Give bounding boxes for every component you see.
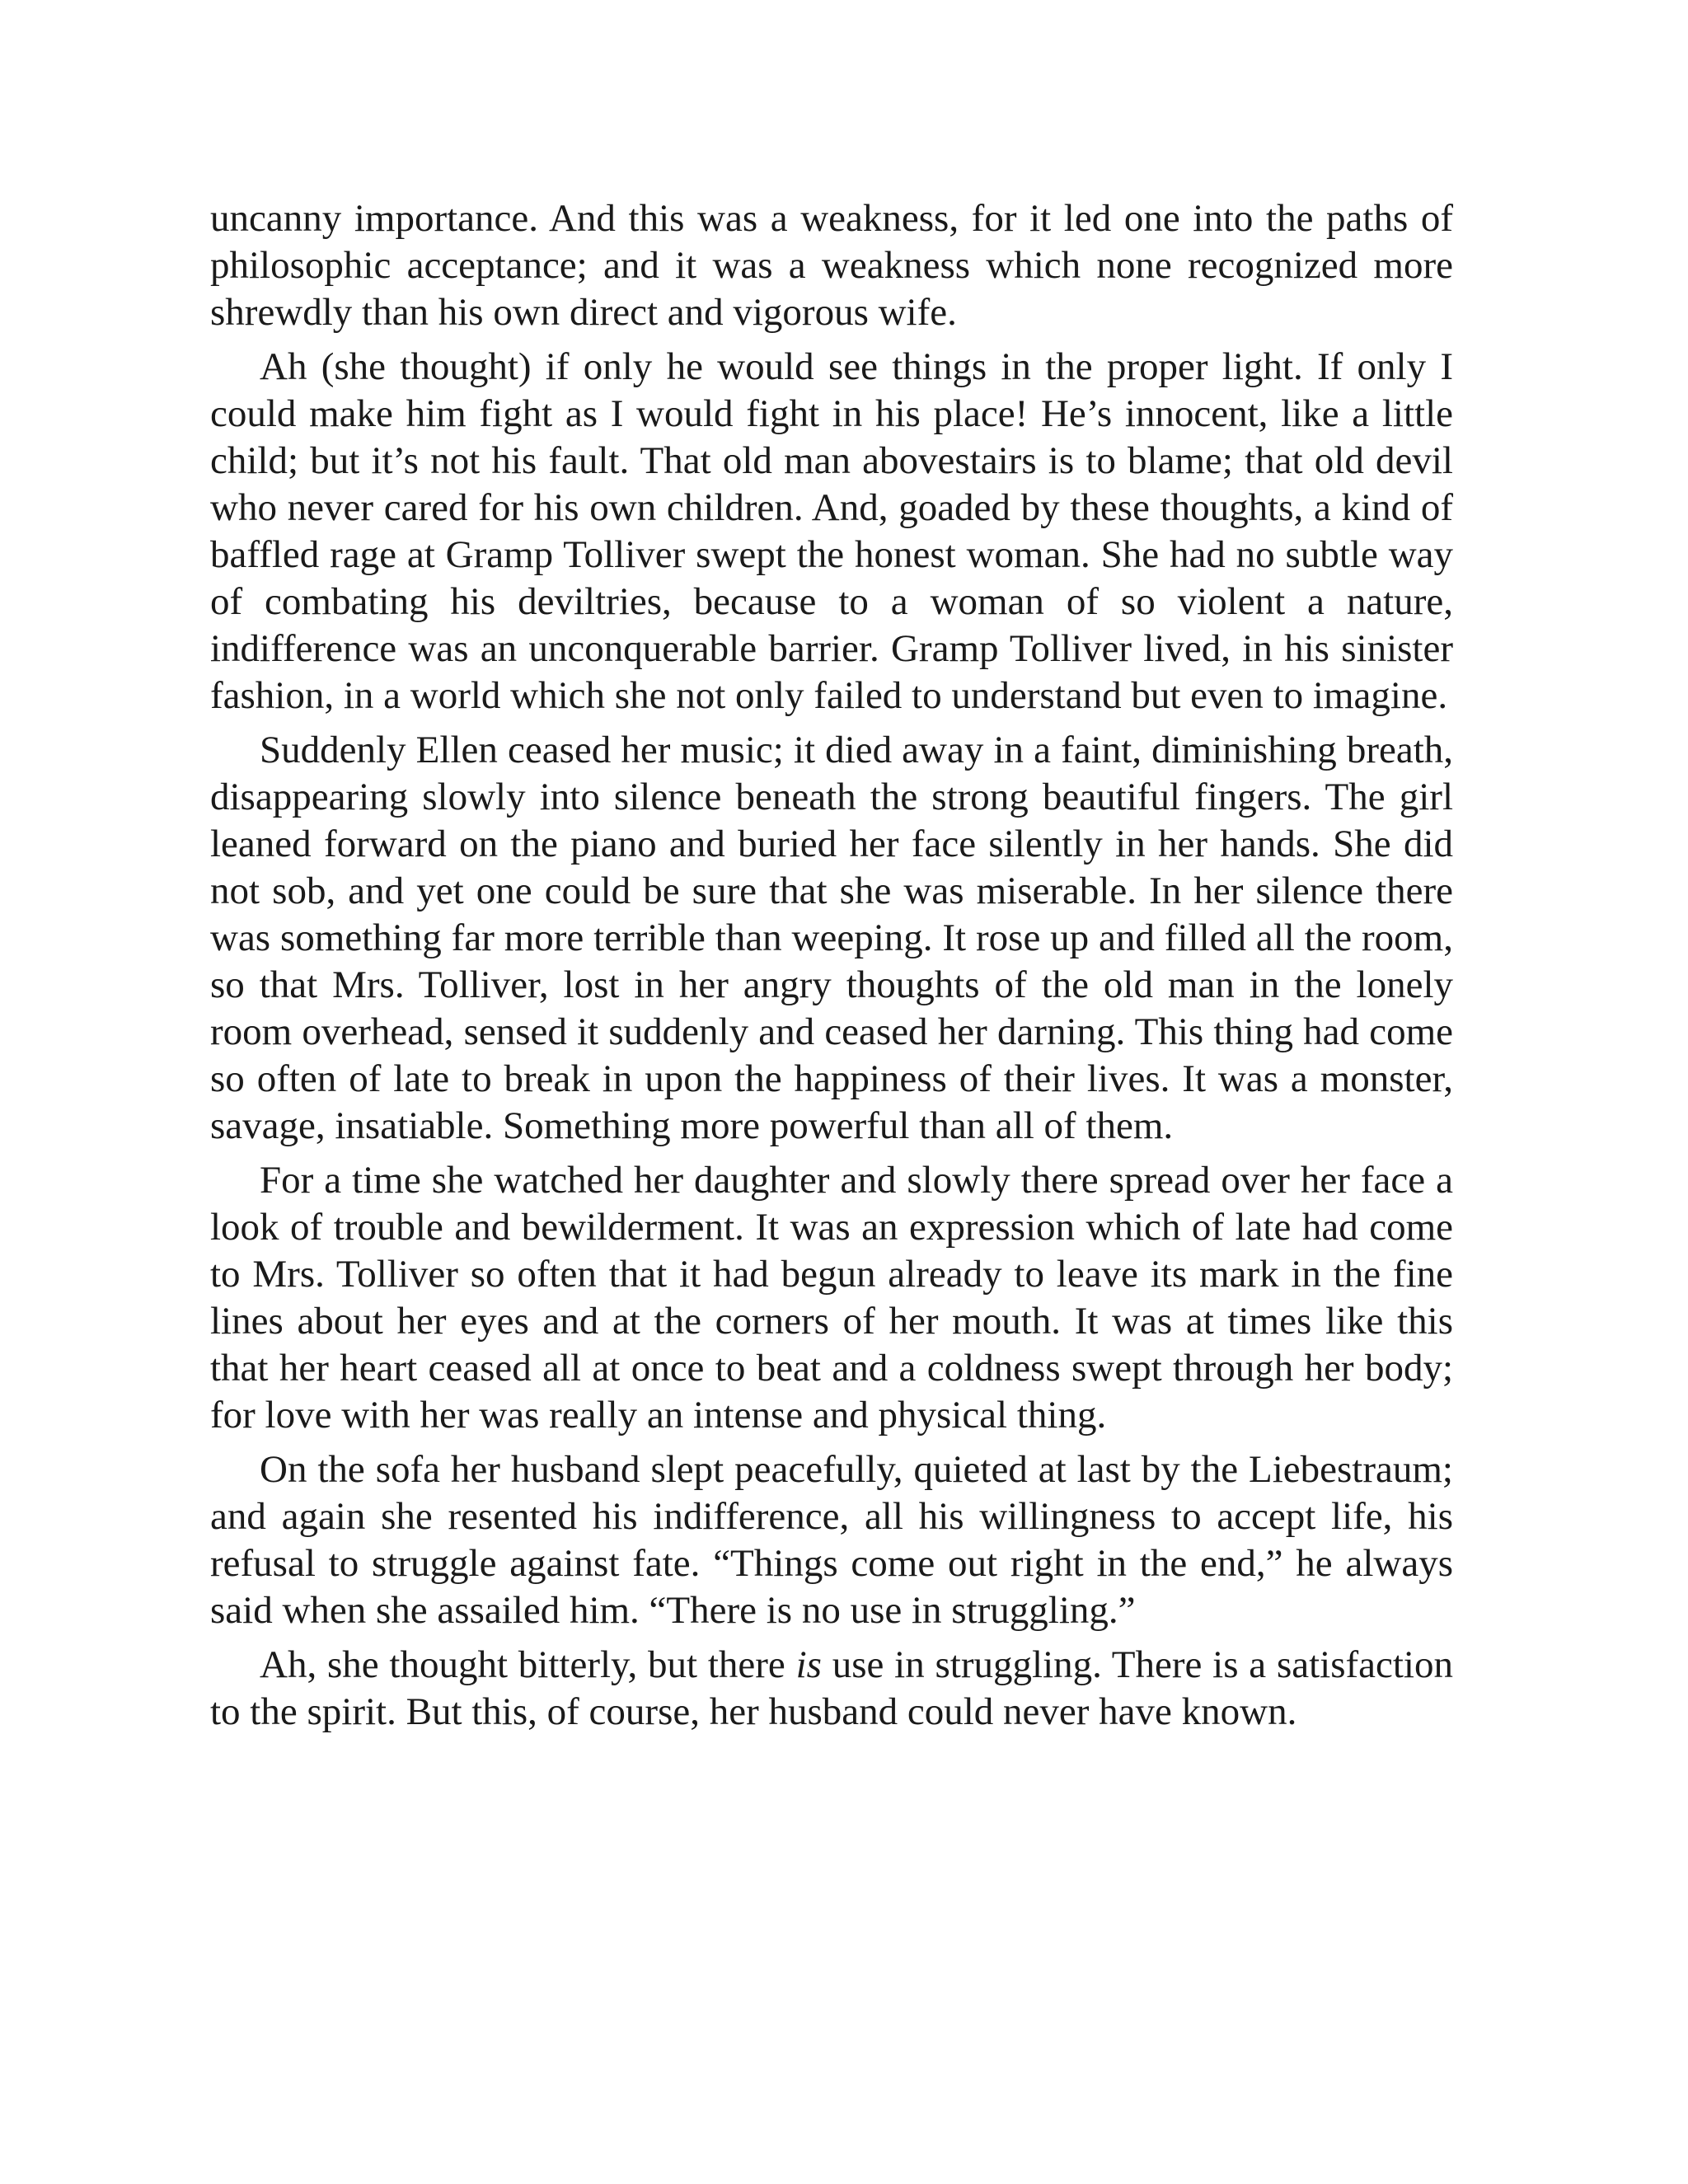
page-body — [210, 195, 1453, 1743]
paragraph-6-before: Ah, she thought bitterly, but there — [260, 1643, 796, 1686]
paragraph-1: uncanny importance. And this was a weakness, for it led one into the paths of philosophic acceptance; and it was a weakness which none recognized more shrewdly than his own direct and vigorous wife. — [210, 197, 1453, 334]
paragraph-3: Suddenly Ellen ceased her music; it died away in a faint, diminishing breath, disappearing slowly into silence beneath the strong beautiful fingers. The girl leaned forward on the piano and buried her face silently in her hands. She did not sob, and yet one could be sure that she was miserable. In her silence there was something far more terrible than weeping. It rose up and filled all the room, so that Mrs. Tolliver, lost in her angry thoughts of the old man in the lonely room overhead, sensed it suddenly and ceased her darning. This thing had come so often of late to break in upon the happiness of their lives. It was a monster, savage, insatiable. Something more powerful than all of them. — [210, 729, 1453, 1147]
paragraph-6 — [210, 1642, 1453, 1736]
paragraph-4: For a time she watched her daughter and slowly there spread over her face a look of trouble and bewilderment. It was an expression which of late had come to Mrs. Tolliver so often that it had begun already to leave its mark in the fine lines about her eyes and at the corners of her mouth. It was at times like this that her heart ceased all at once to beat and a coldness swept through her body; for love with her was really an intense and physical thing. — [210, 1159, 1453, 1436]
paragraph-6-after: use in struggling. There is a satisfaction to the spirit. But this, of course, her husband could never have known. — [210, 1643, 1453, 1733]
paragraph-5: On the sofa her husband slept peacefully, quieted at last by the Liebestraum; and again she resented his indifference, all his willingness to accept life, his refusal to struggle against fate. “Things come out right in the end,” he always said when she assailed him. “There is no use in struggling.” — [210, 1448, 1453, 1632]
paragraph-6-emphasis: is — [795, 1643, 822, 1686]
paragraph-2: Ah (she thought) if only he would see things in the proper light. If only I could make him fight as I would fight in his place! He’s innocent, like a little child; but it’s not his fault. That old man abovestairs is to blame; that old devil who never cared for his own children. And, goaded by these thoughts, a kind of baffled rage at Gramp Tolliver swept the honest woman. She had no subtle way of combating his deviltries, because to a woman of so violent a nature, indifference was an unconquerable barrier. Gramp Tolliver lived, in his sinister fashion, in a world which she not only failed to understand but even to imagine. — [210, 345, 1453, 717]
